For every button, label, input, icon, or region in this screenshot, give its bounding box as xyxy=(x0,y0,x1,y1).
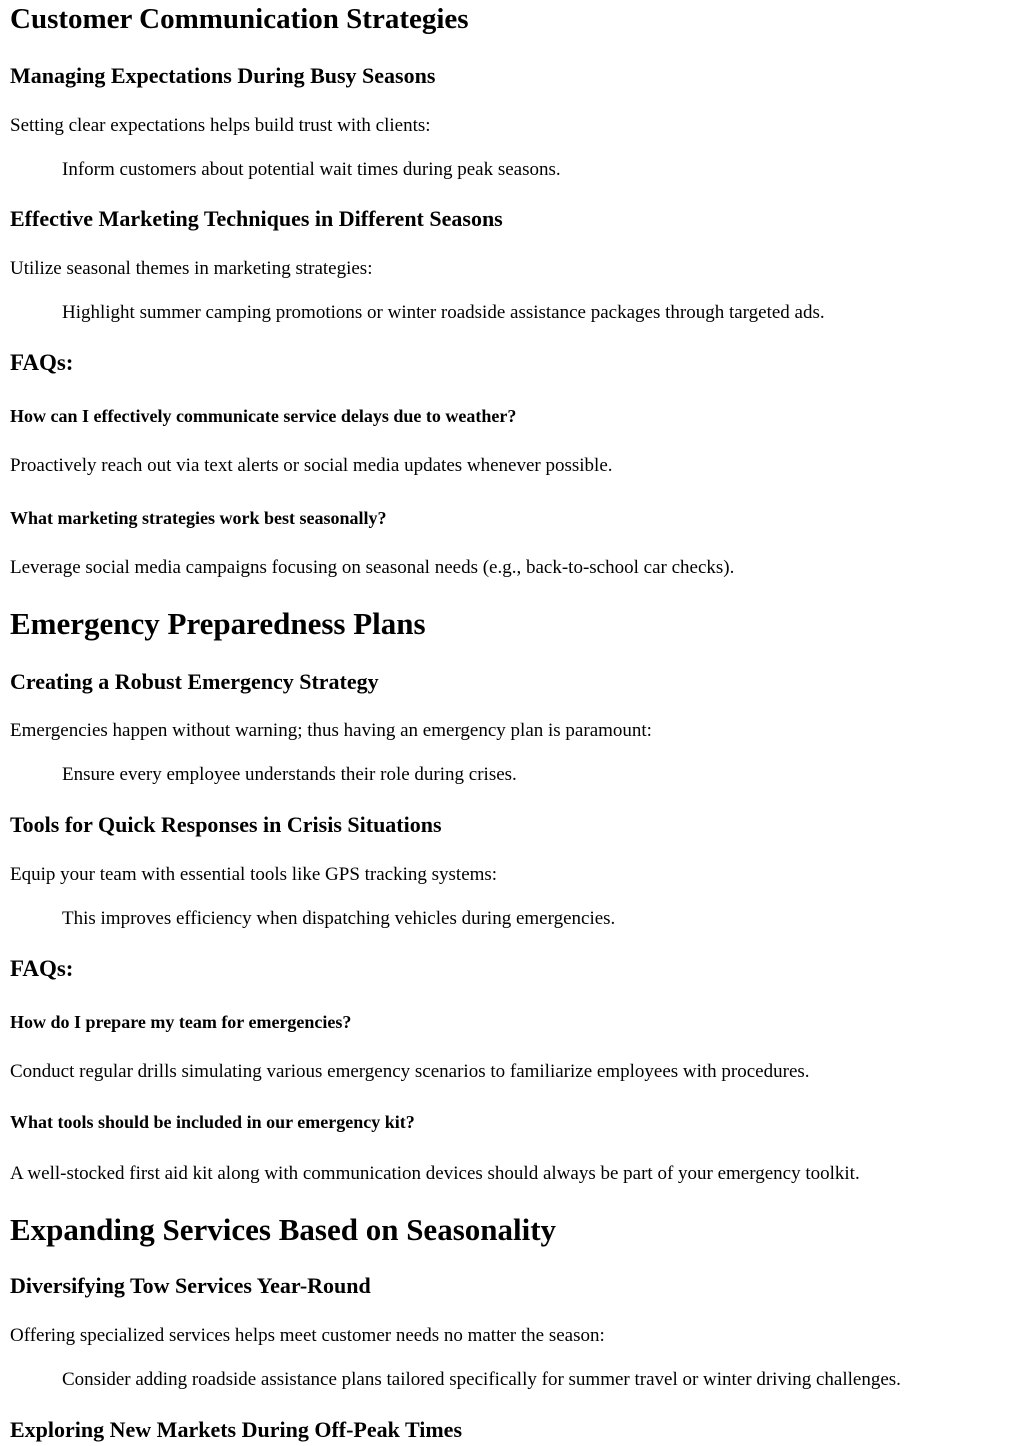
faq-question: How do I prepare my team for emergencies? xyxy=(10,1012,352,1032)
faq-question: What marketing strategies work best seasonally? xyxy=(10,508,387,528)
subsection-heading: Effective Marketing Techniques in Different Seasons xyxy=(10,206,503,231)
indented-point: Inform customers about potential wait times during peak seasons. xyxy=(62,159,561,180)
paragraph: Emergencies happen without warning; thus having an emergency plan is paramount: xyxy=(10,720,652,741)
faq-answer: A well-stocked first aid kit along with communication devices should always be part of your emergency toolkit. xyxy=(10,1163,860,1184)
faq-answer: Proactively reach out via text alerts or social media updates whenever possible. xyxy=(10,455,613,476)
subsection-heading: Creating a Robust Emergency Strategy xyxy=(10,669,379,694)
indented-point: This improves efficiency when dispatching vehicles during emergencies. xyxy=(62,908,616,929)
subsection-heading: Diversifying Tow Services Year-Round xyxy=(10,1273,371,1298)
subsection-heading: Managing Expectations During Busy Seasons xyxy=(10,63,436,88)
faq-question: What tools should be included in our emergency kit? xyxy=(10,1112,415,1132)
paragraph: Setting clear expectations helps build trust with clients: xyxy=(10,115,431,136)
subsection-heading: Exploring New Markets During Off-Peak Times xyxy=(10,1417,462,1442)
faq-heading: FAQs: xyxy=(10,956,74,981)
faq-heading: FAQs: xyxy=(10,350,74,375)
indented-point: Highlight summer camping promotions or winter roadside assistance packages through targeted ads. xyxy=(62,302,825,323)
indented-point: Consider adding roadside assistance plans tailored specifically for summer travel or winter driving challenges. xyxy=(62,1369,901,1390)
faq-answer: Leverage social media campaigns focusing on seasonal needs (e.g., back-to-school car checks). xyxy=(10,557,735,578)
section-title: Emergency Preparedness Plans xyxy=(10,606,426,641)
paragraph: Utilize seasonal themes in marketing strategies: xyxy=(10,258,373,279)
section-title: Customer Communication Strategies xyxy=(10,3,469,35)
faq-answer: Conduct regular drills simulating various emergency scenarios to familiarize employees with procedures. xyxy=(10,1061,810,1082)
faq-question: How can I effectively communicate service delays due to weather? xyxy=(10,406,517,426)
section-title: Expanding Services Based on Seasonality xyxy=(10,1212,557,1247)
paragraph: Equip your team with essential tools like GPS tracking systems: xyxy=(10,864,498,885)
paragraph: Offering specialized services helps meet customer needs no matter the season: xyxy=(10,1325,605,1346)
indented-point: Ensure every employee understands their role during crises. xyxy=(62,764,517,785)
subsection-heading: Tools for Quick Responses in Crisis Situations xyxy=(10,812,442,837)
